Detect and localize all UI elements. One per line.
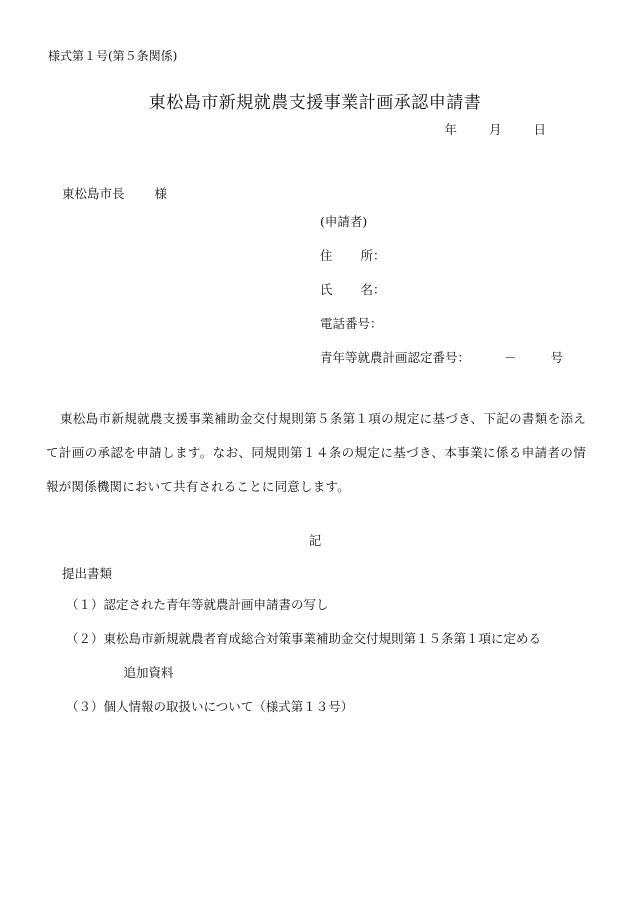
date-day: 日: [533, 122, 546, 137]
list-item: [66, 597, 586, 613]
cert-number-dash: －: [504, 350, 517, 365]
documents-heading: 提出書類: [62, 566, 113, 581]
name-label-2: 名：: [360, 282, 386, 297]
ki-heading: 記: [308, 533, 322, 548]
cert-number-label: 青年等就農計画認定番号：: [320, 350, 471, 365]
list-item-text: 認定された青年等就農計画申請書の写し: [103, 597, 329, 612]
form-number: 様式第１号(第５条関係): [48, 49, 178, 63]
documents-list: [66, 597, 586, 733]
addressee-name: 東松島市長: [62, 186, 125, 201]
date-month: 月: [488, 122, 502, 137]
list-item: [66, 699, 586, 715]
addressee-honorific: 様: [154, 186, 168, 201]
cert-number-suffix: 号: [550, 350, 564, 365]
list-item-number: （１）: [66, 597, 104, 612]
address-label-2: 所：: [360, 248, 386, 263]
list-item: [66, 631, 586, 681]
address-label-1: 住: [320, 248, 333, 263]
list-item-continuation: 追加資料: [123, 665, 174, 680]
name-field: [320, 282, 600, 316]
list-item-text: 東松島市新規就農者育成総合対策事業補助金交付規則第１５条第１項に定める: [103, 631, 542, 646]
phone-label: 電話番号：: [320, 316, 383, 331]
document-title: 東松島市新規就農支援事業計画承認申請書: [148, 93, 482, 113]
applicant-block: [320, 214, 600, 384]
list-item-number: （３）: [66, 699, 104, 714]
name-label-1: 氏: [320, 282, 333, 297]
body-paragraph: [46, 402, 586, 504]
phone-field: [320, 316, 600, 350]
date-year: 年: [444, 122, 457, 137]
cert-number-field: [320, 350, 600, 384]
address-field: [320, 248, 600, 282]
addressee: [62, 184, 167, 202]
date-line: [444, 120, 546, 138]
body-paragraph-text: 東松島市新規就農支援事業補助金交付規則第５条第１項の規定に基づき、下記の書類を添えて計画の承認を申請します。なお、同規則第１４条の規定に基づき、本事業に係る申請者の情報が関係機関において共有されることに同意します。: [46, 411, 586, 494]
list-item-text: 個人情報の取扱いについて（様式第１３号）: [103, 699, 354, 714]
list-item-number: （２）: [66, 631, 104, 646]
applicant-heading: (申請者): [320, 214, 368, 229]
